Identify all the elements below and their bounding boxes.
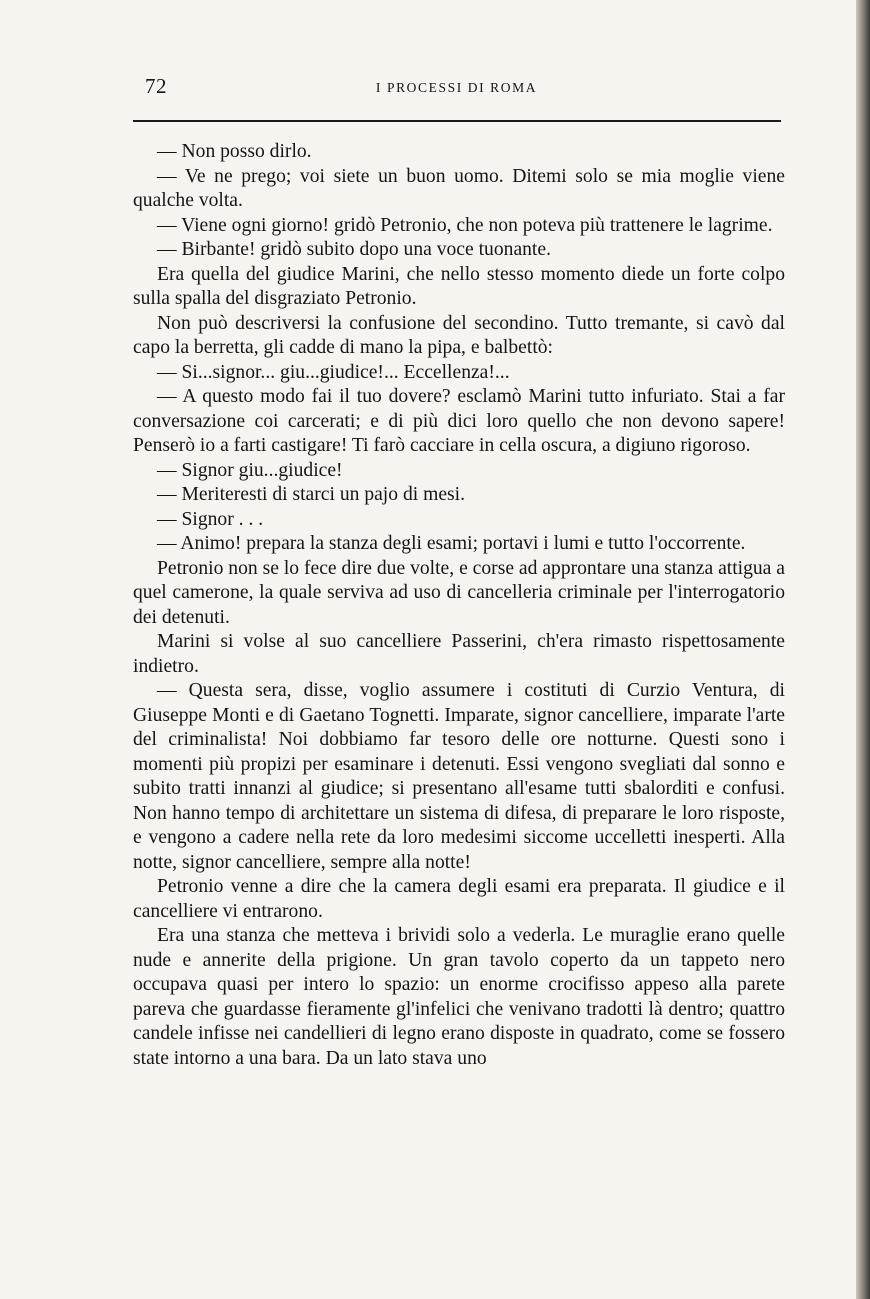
paragraph: Petronio non se lo fece dire due volte, e corse ad approntare una stanza attigua a quel camerone, la quale serviva ad uso di cancelleria criminale per l'interrogatorio dei detenuti. xyxy=(133,557,785,628)
header-rule xyxy=(133,120,781,122)
paragraph: — Animo! prepara la stanza degli esami; portavi i lumi e tutto l'occorrente. xyxy=(157,533,746,554)
paragraph: Marini si volse al suo cancelliere Passerini, ch'era rimasto rispettosamente indietro. xyxy=(133,631,785,677)
paragraph: Era quella del giudice Marini, che nello stesso momento diede un forte colpo sulla spalla del disgraziato Petronio. xyxy=(133,263,785,309)
paragraph: — Birbante! gridò subito dopo una voce tuonante. xyxy=(157,239,551,260)
page-header xyxy=(133,74,780,104)
page-number: 72 xyxy=(145,74,167,98)
paragraph: — Signor giu...giudice! xyxy=(157,459,343,481)
paragraph: — Ve ne prego; voi siete un buon uomo. Ditemi solo se mia moglie viene qualche volta. xyxy=(133,165,785,211)
paragraph: — Meriteresti di starci un pajo di mesi. xyxy=(157,484,465,505)
paragraph: — A questo modo fai il tuo dovere? esclamò Marini tutto infuriato. Stai a far conversazione coi carcerati; e di più dici loro quello che non devono sapere! Penserò io a farti castigare! Ti farò cacciare in cella oscura, a digiuno rigoroso. xyxy=(133,386,785,456)
running-title: I PROCESSI DI ROMA xyxy=(375,80,538,95)
paragraph: Petronio venne a dire che la camera degli esami era preparata. Il giudice e il cancelliere vi entrarono. xyxy=(133,876,785,922)
paragraph: — Questa sera, disse, voglio assumere i costituti di Curzio Ventura, di Giuseppe Monti e di Gaetano Tognetti. Imparate, signor cancelliere, imparate l'arte del criminalista! Noi dobbiamo far tesoro delle ore notturne. Questi sono i momenti più propizi per esaminare i detenuti. Essi vengono svegliati dal sonno e subito tratti innanzi al giudice; si presentano all'esame tutti sbalorditi e confusi. Non hanno tempo di architettare un sistema di difesa, di preparare le loro risposte, e vengono a cadere nella rete da loro medesimi siccome uccelletti inesperti. Alla notte, signor cancelliere, sempre alla notte! xyxy=(133,680,785,873)
paragraph: Era una stanza che metteva i brividi solo a vederla. Le muraglie erano quelle nude e annerite della prigione. Un gran tavolo coperto da un tappeto nero occupava quasi per intero lo spazio: un enorme crocifisso appeso alla parete pareva che guardasse fieramente gl'infelici che venivano tradotti là dentro; quattro candele infisse nei candellieri di legno erano disposte in quadrato, come se fossero state intorno a una bara. Da un lato stava uno xyxy=(133,925,785,1069)
paragraph: — Signor . . . xyxy=(157,508,264,530)
paragraph: — Non posso dirlo. xyxy=(157,141,312,162)
body-text xyxy=(133,140,785,1071)
paragraph: — Si...signor... giu...giudice!... Eccellenza!... xyxy=(157,361,510,383)
page-edge-shadow xyxy=(856,0,870,1299)
paragraph: Non può descriversi la confusione del secondino. Tutto tremante, si cavò dal capo la berretta, gli cadde di mano la pipa, e balbettò: xyxy=(133,312,785,358)
paragraph: — Viene ogni giorno! gridò Petronio, che non poteva più trattenere le lagrime. xyxy=(157,214,773,236)
